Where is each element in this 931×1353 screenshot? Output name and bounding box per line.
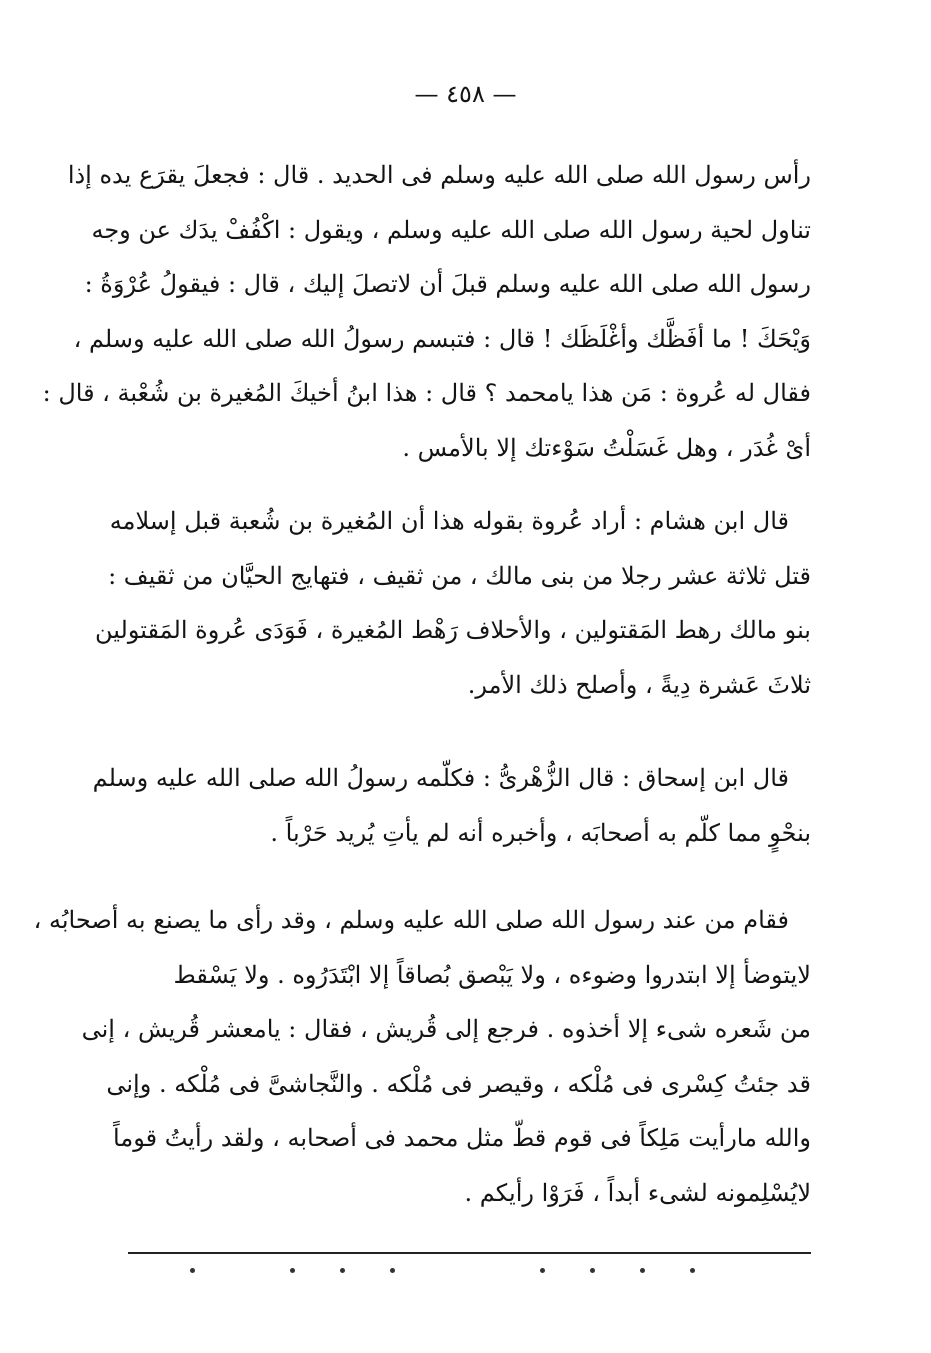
- footer-dots: [150, 1268, 790, 1280]
- text-line: لايتوضأ إلا ابتدروا وضوءه ، ولا يَبْصق بُصاقاً إلا ابْتَدَرُوه . ولا يَسْقط: [173, 960, 811, 989]
- dot-mark: [640, 1268, 645, 1273]
- dot-mark: [390, 1268, 395, 1273]
- text-line: قتل ثلاثة عشر رجلا من بنى مالك ، من ثقيف ، فتهايج الحيَّان من ثقيف :: [108, 561, 811, 590]
- text-line: من شَعره شىء إلا أخذوه . فرجع إلى قُريش ، فقال : يامعشر قُريش ، إنى: [81, 1015, 811, 1043]
- text-line: فقال له عُروة : مَن هذا يامحمد ؟ قال : هذا ابنُ أخيكَ المُغيرة بن شُعْبة ، قال :: [42, 379, 811, 407]
- paragraph-2: [95, 494, 811, 712]
- text-line: بنو مالك رهط المَقتولين ، والأحلاف رَهْط المُغيرة ، فَوَدَى عُروة المَقتولين: [95, 616, 811, 644]
- text-line: رسول الله صلى الله عليه وسلم قبلَ أن لاتصلَ إليك ، قال : فيقولُ عُرْوَةُ :: [84, 270, 811, 298]
- paragraph-3: [92, 751, 811, 860]
- text-line: أىْ غُدَر ، وهل غَسَلْتُ سَوْءتك إلا بالأمس .: [402, 433, 811, 462]
- text-line: رأس رسول الله صلى الله عليه وسلم فى الحديد . قال : فجعلَ يقرَع يده إذا: [67, 161, 811, 189]
- footer-rule: [128, 1252, 811, 1254]
- text-line: فقام من عند رسول الله صلى الله عليه وسلم ، وقد رأى ما يصنع به أصحابُه ،: [33, 906, 789, 934]
- page-number: — ٤٥٨ —: [414, 80, 517, 108]
- text-line: قال ابن هشام : أراد عُروة بقوله هذا أن المُغيرة بن شُعبة قبل إسلامه: [109, 507, 789, 535]
- text-line: وَيْحَكَ ! ما أفَظَّك وأغْلَظَك ! قال : فتبسم رسولُ الله صلى الله عليه وسلم ،: [73, 324, 811, 353]
- text-line: قد جئتُ كِسْرى فى مُلْكه ، وقيصر فى مُلْكه . والنَّجاشىَّ فى مُلْكه . وإنى: [106, 1069, 811, 1098]
- text-line: ثلاثَ عَشرة دِيةً ، وأصلح ذلك الأمر.: [467, 670, 811, 699]
- dot-mark: [190, 1268, 195, 1273]
- paragraph-4: [33, 893, 811, 1220]
- dot-mark: [690, 1268, 695, 1273]
- dot-mark: [290, 1268, 295, 1273]
- text-line: قال ابن إسحاق : قال الزُّهْرىُّ : فكلّمه رسولُ الله صلى الله عليه وسلم: [92, 764, 789, 792]
- text-line: لايُسْلِمونه لشىء أبداً ، فَرَوْا رأيكم .: [464, 1178, 811, 1207]
- dot-mark: [540, 1268, 545, 1273]
- text-line: بنحْوٍ مما كلّم به أصحابَه ، وأخبره أنه لم يأتِ يُريد حَرْباً .: [270, 818, 811, 847]
- text-line: والله مارأيت مَلِكاً فى قوم قطّ مثل محمد فى أصحابه ، ولقد رأيتُ قوماً: [113, 1124, 811, 1152]
- dot-mark: [340, 1268, 345, 1273]
- text-line: تناول لحية رسول الله صلى الله عليه وسلم ، ويقول : اكْفُفْ يدَك عن وجه: [91, 215, 811, 244]
- paragraph-1: [42, 148, 811, 475]
- dot-mark: [590, 1268, 595, 1273]
